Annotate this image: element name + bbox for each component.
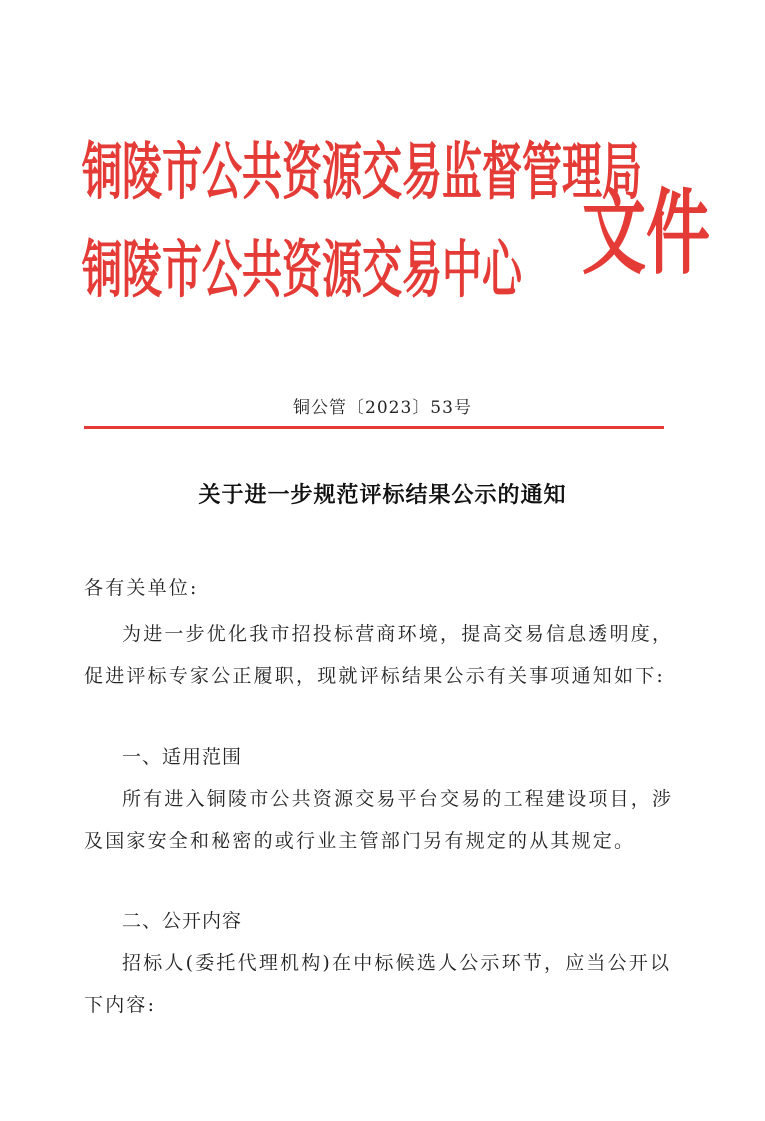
- document-number: 铜公管〔2023〕53号: [293, 398, 472, 418]
- paragraph-content: 招标人(委托代理机构)在中标候选人公示环节，应当公开以下内容:: [84, 952, 672, 1016]
- document-header: [82, 130, 710, 350]
- paragraph-intro: 为进一步优化我市招投标营商环境，提高交易信息透明度，促进评标专家公正履职，现就评标结果公示有关事项通知如下:: [84, 623, 674, 687]
- section-heading-scope: 一、适用范围: [122, 746, 243, 768]
- agency-name-line-1: 铜陵市公共资源交易监督管理局: [82, 137, 642, 209]
- document-title: 关于进一步规范评标结果公示的通知: [198, 482, 567, 508]
- section-heading-content: 二、公开内容: [122, 910, 243, 932]
- agency-name-line-2: 铜陵市公共资源交易中心: [82, 235, 522, 307]
- document-type-label: 文件: [582, 180, 710, 289]
- salutation: 各有关单位:: [84, 577, 199, 599]
- red-divider-line: [84, 426, 664, 429]
- paragraph-scope: 所有进入铜陵市公共资源交易平台交易的工程建设项目，涉及国家安全和秘密的或行业主管部门另有规定的从其规定。: [84, 788, 674, 852]
